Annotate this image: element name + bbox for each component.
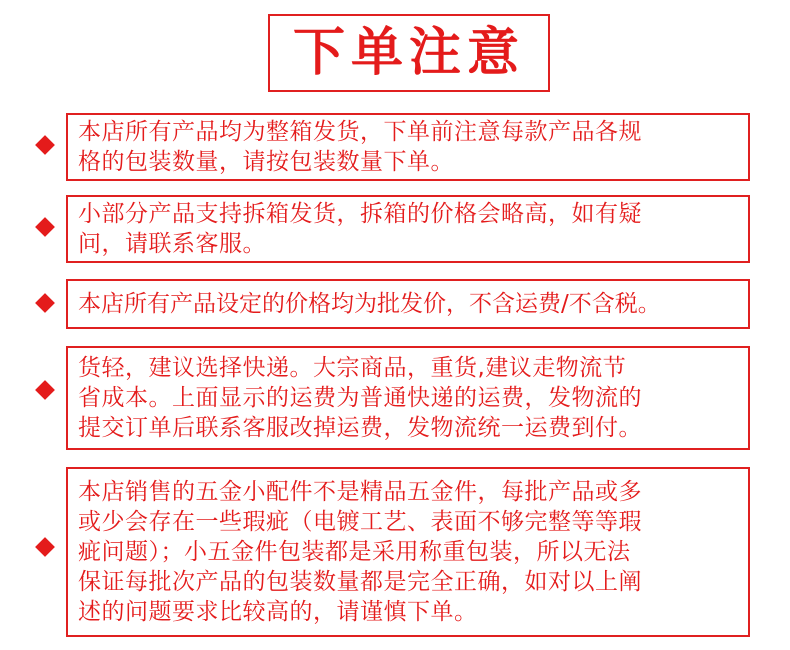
- notice-text: 小部分产品支持拆箱发货，拆箱的价格会略高，如有疑 问，请联系客服。: [78, 201, 642, 257]
- notice-box: [66, 467, 750, 637]
- diamond-bullet-icon: [35, 537, 55, 557]
- diamond-bullet-icon: [35, 135, 55, 155]
- notice-box: [66, 279, 750, 329]
- notice-box: [66, 113, 750, 181]
- notice-text: 本店所有产品均为整箱发货，下单前注意每款产品各规 格的包装数量，请按包装数量下单。: [78, 119, 642, 175]
- notice-text: 本店所有产品设定的价格均为批发价，不含运费/不含税。: [78, 291, 661, 317]
- diamond-bullet-icon: [35, 380, 55, 400]
- page-title: 下单注意: [292, 23, 525, 83]
- diamond-bullet-icon: [35, 217, 55, 237]
- notice-box: [66, 195, 750, 263]
- notice-text: 货轻，建议选择快递。大宗商品，重货,建议走物流节 省成本。上面显示的运费为普通快递的运费，发物流的 提交订单后联系客服改掉运费，发物流统一运费到付。: [78, 355, 642, 441]
- notice-box: [66, 346, 750, 450]
- diamond-bullet-icon: [35, 293, 55, 313]
- title-box: [268, 14, 550, 92]
- notice-text: 本店销售的五金小配件不是精品五金件，每批产品或多 或少会存在一些瑕疵（电镀工艺、表面不够完整等等瑕 疵问题）；小五金件包装都是采用称重包装，所以无法 保证每批次产品的包装数量都是完全正确，如对以上阐 述的问题要求比较高的，请谨慎下单。: [78, 479, 642, 625]
